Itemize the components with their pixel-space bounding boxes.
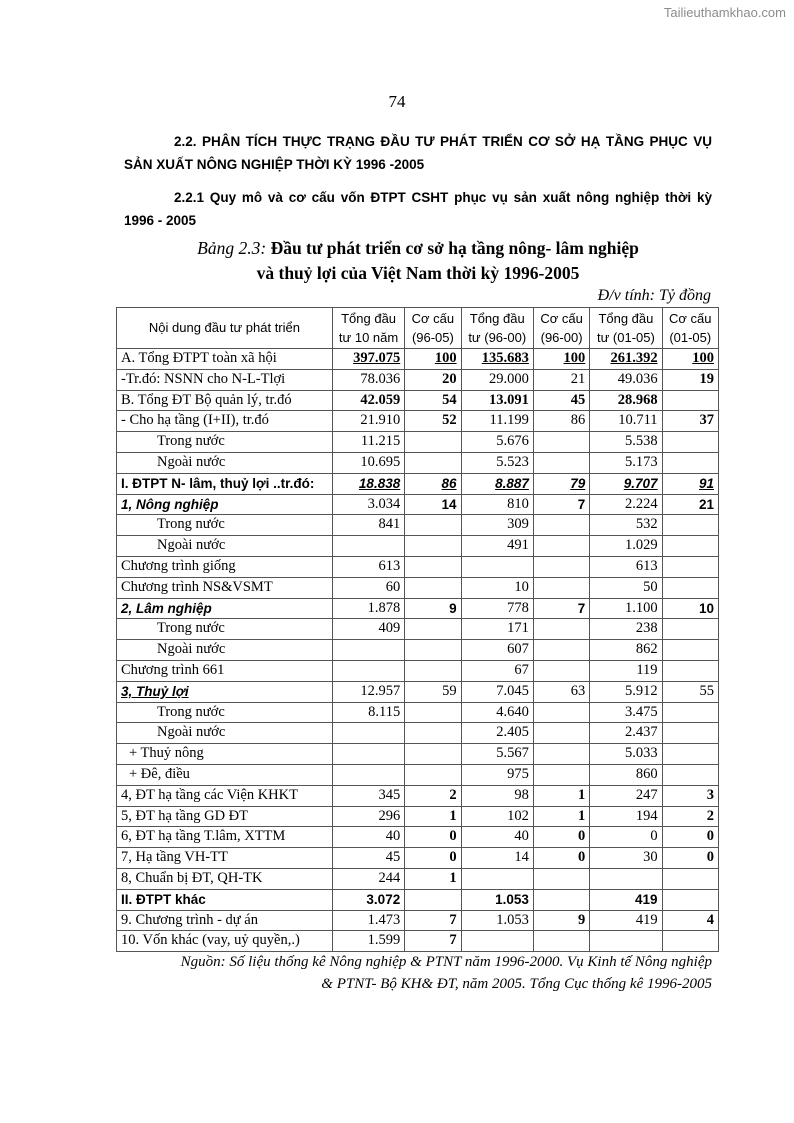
row-label-cell: Ngoài nước	[117, 452, 333, 473]
table-row	[117, 577, 719, 598]
value-cell: 1.878	[332, 598, 404, 619]
source-line: & PTNT- Bộ KH& ĐT, năm 2005. Tổng Cục thống kê 1996-2005	[321, 976, 712, 992]
value-cell: 1.053	[461, 910, 533, 931]
value-cell	[662, 556, 718, 577]
row-label-cell: 5, ĐT hạ tầng GD ĐT	[117, 806, 333, 827]
value-cell: 10	[662, 598, 718, 619]
value-cell: 2.437	[590, 723, 662, 744]
value-cell	[662, 452, 718, 473]
value-cell	[332, 536, 404, 557]
value-cell: 171	[461, 619, 533, 640]
value-cell: 862	[590, 640, 662, 661]
caption-line1: Đầu tư phát triển cơ sở hạ tầng nông- lâm nghiệp	[270, 238, 639, 258]
value-cell: 18.838	[332, 473, 404, 494]
row-label-cell: Trong nước	[117, 619, 333, 640]
value-cell: 28.968	[590, 390, 662, 411]
header-cell: Cơ cấu (96-05)	[405, 308, 461, 349]
value-cell: 1	[533, 806, 589, 827]
value-cell: 1	[533, 785, 589, 806]
value-cell	[533, 764, 589, 785]
value-cell: 5.523	[461, 452, 533, 473]
value-cell	[662, 660, 718, 681]
value-cell	[662, 889, 718, 910]
value-cell: 9	[405, 598, 461, 619]
value-cell: 67	[461, 660, 533, 681]
value-cell	[662, 432, 718, 453]
value-cell: 10	[461, 577, 533, 598]
watermark: Tailieuthamkhao.com	[663, 5, 786, 20]
unit-label: Đ/v tính: Tỷ đồng	[597, 287, 711, 304]
value-cell: 491	[461, 536, 533, 557]
value-cell: 0	[405, 827, 461, 848]
value-cell	[533, 577, 589, 598]
value-cell: 40	[461, 827, 533, 848]
value-cell: 3	[662, 785, 718, 806]
value-cell	[461, 556, 533, 577]
value-cell: 135.683	[461, 349, 533, 370]
value-cell: 19	[662, 369, 718, 390]
value-cell	[533, 536, 589, 557]
value-cell	[405, 764, 461, 785]
value-cell	[662, 931, 718, 952]
row-label-cell: 4, ĐT hạ tầng các Viện KHKT	[117, 785, 333, 806]
table-header-row	[117, 308, 719, 349]
value-cell: 345	[332, 785, 404, 806]
value-cell: 2	[662, 806, 718, 827]
table-row	[117, 827, 719, 848]
value-cell: 419	[590, 910, 662, 931]
section-heading: 2.2. PHÂN TÍCH THỰC TRẠNG ĐẦU TƯ PHÁT TRIỂN CƠ SỞ HẠ TẦNG PHỤC VỤ SẢN XUẤT NÔNG NGHIỆP THỜI KỲ 1996 -2005	[124, 134, 712, 172]
value-cell: 7	[533, 598, 589, 619]
value-cell: 20	[405, 369, 461, 390]
value-cell: 86	[405, 473, 461, 494]
value-cell: 78.036	[332, 369, 404, 390]
table-row	[117, 556, 719, 577]
row-label-cell: A. Tổng ĐTPT toàn xã hội	[117, 349, 333, 370]
value-cell	[662, 390, 718, 411]
value-cell: 52	[405, 411, 461, 432]
value-cell	[332, 640, 404, 661]
row-label-cell: + Đê, điều	[117, 764, 333, 785]
table-row	[117, 452, 719, 473]
value-cell: 3.475	[590, 702, 662, 723]
value-cell: 778	[461, 598, 533, 619]
table-caption	[124, 236, 712, 286]
value-cell: 0	[590, 827, 662, 848]
value-cell	[332, 764, 404, 785]
value-cell	[405, 702, 461, 723]
value-cell: 2	[405, 785, 461, 806]
value-cell: 1.100	[590, 598, 662, 619]
value-cell	[533, 889, 589, 910]
value-cell	[533, 452, 589, 473]
value-cell: 21	[533, 369, 589, 390]
row-label-cell: 7, Hạ tầng VH-TT	[117, 848, 333, 869]
value-cell	[533, 723, 589, 744]
value-cell: 40	[332, 827, 404, 848]
value-cell	[405, 536, 461, 557]
table-row	[117, 598, 719, 619]
value-cell	[405, 452, 461, 473]
value-cell	[662, 619, 718, 640]
value-cell	[332, 744, 404, 765]
investment-table	[116, 307, 719, 952]
value-cell: 0	[662, 848, 718, 869]
table-row	[117, 785, 719, 806]
value-cell: 810	[461, 494, 533, 515]
value-cell: 532	[590, 515, 662, 536]
row-label-cell: 9. Chương trình - dự án	[117, 910, 333, 931]
value-cell	[533, 556, 589, 577]
value-cell: 29.000	[461, 369, 533, 390]
value-cell	[405, 660, 461, 681]
value-cell: 1	[405, 868, 461, 889]
value-cell	[533, 432, 589, 453]
value-cell	[405, 619, 461, 640]
value-cell: 100	[405, 349, 461, 370]
row-label-cell: Ngoài nước	[117, 536, 333, 557]
table-row	[117, 848, 719, 869]
value-cell	[405, 744, 461, 765]
header-cell: Cơ cấu (96-00)	[533, 308, 589, 349]
value-cell: 7.045	[461, 681, 533, 702]
value-cell: 5.538	[590, 432, 662, 453]
table-row	[117, 744, 719, 765]
value-cell: 0	[533, 827, 589, 848]
value-cell: 8.115	[332, 702, 404, 723]
value-cell	[662, 868, 718, 889]
table-row	[117, 931, 719, 952]
row-label-cell: -Tr.đó: NSNN cho N-L-Tlợi	[117, 369, 333, 390]
value-cell: 7	[533, 494, 589, 515]
value-cell: 10.711	[590, 411, 662, 432]
value-cell: 309	[461, 515, 533, 536]
row-label-cell: Chương trình giống	[117, 556, 333, 577]
value-cell: 10.695	[332, 452, 404, 473]
value-cell: 1.053	[461, 889, 533, 910]
value-cell: 42.059	[332, 390, 404, 411]
value-cell: 0	[405, 848, 461, 869]
source-line: Nguồn: Số liệu thống kê Nông nghiệp & PTNT năm 1996-2000. Vụ Kinh tế Nông nghiệp	[180, 954, 712, 970]
row-label-cell: 10. Vốn khác (vay, uỷ quyền,.)	[117, 931, 333, 952]
value-cell: 100	[662, 349, 718, 370]
value-cell: 49.036	[590, 369, 662, 390]
value-cell	[461, 868, 533, 889]
table-row	[117, 349, 719, 370]
value-cell	[533, 660, 589, 681]
value-cell	[461, 931, 533, 952]
value-cell: 79	[533, 473, 589, 494]
value-cell	[405, 889, 461, 910]
value-cell: 238	[590, 619, 662, 640]
value-cell: 1.029	[590, 536, 662, 557]
table-row	[117, 494, 719, 515]
value-cell	[405, 577, 461, 598]
value-cell: 841	[332, 515, 404, 536]
row-label-cell: 3, Thuỷ lợi	[117, 681, 333, 702]
row-label-cell: + Thuỷ nông	[117, 744, 333, 765]
value-cell: 5.173	[590, 452, 662, 473]
value-cell: 14	[405, 494, 461, 515]
value-cell: 102	[461, 806, 533, 827]
subsection-heading: 2.2.1 Quy mô và cơ cấu vốn ĐTPT CSHT phục vụ sản xuất nông nghiệp thời kỳ 1996 - 2005	[124, 190, 712, 228]
value-cell: 11.215	[332, 432, 404, 453]
value-cell: 30	[590, 848, 662, 869]
table-row	[117, 515, 719, 536]
value-cell: 9.707	[590, 473, 662, 494]
value-cell	[533, 702, 589, 723]
row-label-cell: B. Tổng ĐT Bộ quản lý, tr.đó	[117, 390, 333, 411]
row-label-cell: 8, Chuẩn bị ĐT, QH-TK	[117, 868, 333, 889]
value-cell: 1.473	[332, 910, 404, 931]
value-cell: 60	[332, 577, 404, 598]
value-cell: 397.075	[332, 349, 404, 370]
header-cell: Tổng đầu tư (96-00)	[461, 308, 533, 349]
value-cell	[405, 515, 461, 536]
value-cell: 409	[332, 619, 404, 640]
value-cell: 5.567	[461, 744, 533, 765]
value-cell: 8.887	[461, 473, 533, 494]
table-row	[117, 536, 719, 557]
caption-label: Bảng 2.3:	[197, 238, 267, 258]
row-label-cell: Chương trình 661	[117, 660, 333, 681]
value-cell: 54	[405, 390, 461, 411]
value-cell: 11.199	[461, 411, 533, 432]
row-label-cell: Ngoài nước	[117, 723, 333, 744]
value-cell: 13.091	[461, 390, 533, 411]
value-cell	[533, 868, 589, 889]
value-cell: 296	[332, 806, 404, 827]
table-row	[117, 702, 719, 723]
value-cell	[662, 723, 718, 744]
value-cell: 4.640	[461, 702, 533, 723]
table-row	[117, 473, 719, 494]
value-cell	[533, 931, 589, 952]
value-cell: 419	[590, 889, 662, 910]
value-cell: 59	[405, 681, 461, 702]
table-row	[117, 868, 719, 889]
value-cell: 0	[662, 827, 718, 848]
page-number: 74	[388, 92, 406, 111]
value-cell	[662, 640, 718, 661]
value-cell	[533, 619, 589, 640]
value-cell: 55	[662, 681, 718, 702]
value-cell: 860	[590, 764, 662, 785]
value-cell	[662, 702, 718, 723]
table-row	[117, 910, 719, 931]
value-cell: 21	[662, 494, 718, 515]
value-cell	[662, 744, 718, 765]
row-label-cell: 6, ĐT hạ tầng T.lâm, XTTM	[117, 827, 333, 848]
source-note	[116, 951, 712, 995]
value-cell: 194	[590, 806, 662, 827]
value-cell: 607	[461, 640, 533, 661]
value-cell	[662, 764, 718, 785]
value-cell: 7	[405, 910, 461, 931]
value-cell: 613	[590, 556, 662, 577]
value-cell: 12.957	[332, 681, 404, 702]
value-cell: 3.072	[332, 889, 404, 910]
value-cell: 45	[332, 848, 404, 869]
value-cell: 1.599	[332, 931, 404, 952]
value-cell	[533, 744, 589, 765]
header-cell: Tổng đầu tư (01-05)	[590, 308, 662, 349]
row-label-cell: Trong nước	[117, 515, 333, 536]
value-cell: 2.224	[590, 494, 662, 515]
value-cell: 37	[662, 411, 718, 432]
value-cell: 4	[662, 910, 718, 931]
header-cell: Cơ cấu (01-05)	[662, 308, 718, 349]
value-cell: 0	[533, 848, 589, 869]
value-cell	[662, 515, 718, 536]
value-cell	[332, 723, 404, 744]
table-row	[117, 411, 719, 432]
value-cell: 975	[461, 764, 533, 785]
value-cell	[332, 660, 404, 681]
value-cell: 86	[533, 411, 589, 432]
value-cell: 3.034	[332, 494, 404, 515]
value-cell: 244	[332, 868, 404, 889]
value-cell: 5.676	[461, 432, 533, 453]
table-row	[117, 640, 719, 661]
value-cell: 91	[662, 473, 718, 494]
row-label-cell: Ngoài nước	[117, 640, 333, 661]
value-cell	[405, 432, 461, 453]
table-row	[117, 660, 719, 681]
table-row	[117, 723, 719, 744]
row-label-cell: II. ĐTPT khác	[117, 889, 333, 910]
value-cell	[590, 931, 662, 952]
value-cell: 9	[533, 910, 589, 931]
row-label-cell: Trong nước	[117, 432, 333, 453]
row-label-cell: - Cho hạ tầng (I+II), tr.đó	[117, 411, 333, 432]
value-cell: 247	[590, 785, 662, 806]
value-cell: 63	[533, 681, 589, 702]
value-cell	[405, 640, 461, 661]
table-row	[117, 619, 719, 640]
row-label-cell: Chương trình NS&VSMT	[117, 577, 333, 598]
value-cell	[662, 577, 718, 598]
value-cell: 613	[332, 556, 404, 577]
value-cell: 261.392	[590, 349, 662, 370]
value-cell	[533, 515, 589, 536]
table-row	[117, 889, 719, 910]
caption-line2: và thuỷ lợi của Việt Nam thời kỳ 1996-2005	[256, 263, 580, 283]
value-cell: 2.405	[461, 723, 533, 744]
table-row	[117, 764, 719, 785]
value-cell	[533, 640, 589, 661]
value-cell	[405, 556, 461, 577]
value-cell: 100	[533, 349, 589, 370]
value-cell: 5.912	[590, 681, 662, 702]
header-cell: Nội dung đầu tư phát triển	[117, 308, 333, 349]
value-cell: 14	[461, 848, 533, 869]
row-label-cell: 1, Nông nghiệp	[117, 494, 333, 515]
value-cell: 5.033	[590, 744, 662, 765]
table-row	[117, 432, 719, 453]
table-row	[117, 369, 719, 390]
header-cell: Tổng đầu tư 10 năm	[332, 308, 404, 349]
value-cell: 45	[533, 390, 589, 411]
value-cell	[662, 536, 718, 557]
row-label-cell: 2, Lâm nghiệp	[117, 598, 333, 619]
value-cell: 119	[590, 660, 662, 681]
value-cell: 50	[590, 577, 662, 598]
table-row	[117, 681, 719, 702]
row-label-cell: I. ĐTPT N- lâm, thuỷ lợi ..tr.đó:	[117, 473, 333, 494]
value-cell: 1	[405, 806, 461, 827]
value-cell	[590, 868, 662, 889]
value-cell: 7	[405, 931, 461, 952]
table-row	[117, 806, 719, 827]
value-cell: 21.910	[332, 411, 404, 432]
table-row	[117, 390, 719, 411]
value-cell	[405, 723, 461, 744]
value-cell: 98	[461, 785, 533, 806]
row-label-cell: Trong nước	[117, 702, 333, 723]
